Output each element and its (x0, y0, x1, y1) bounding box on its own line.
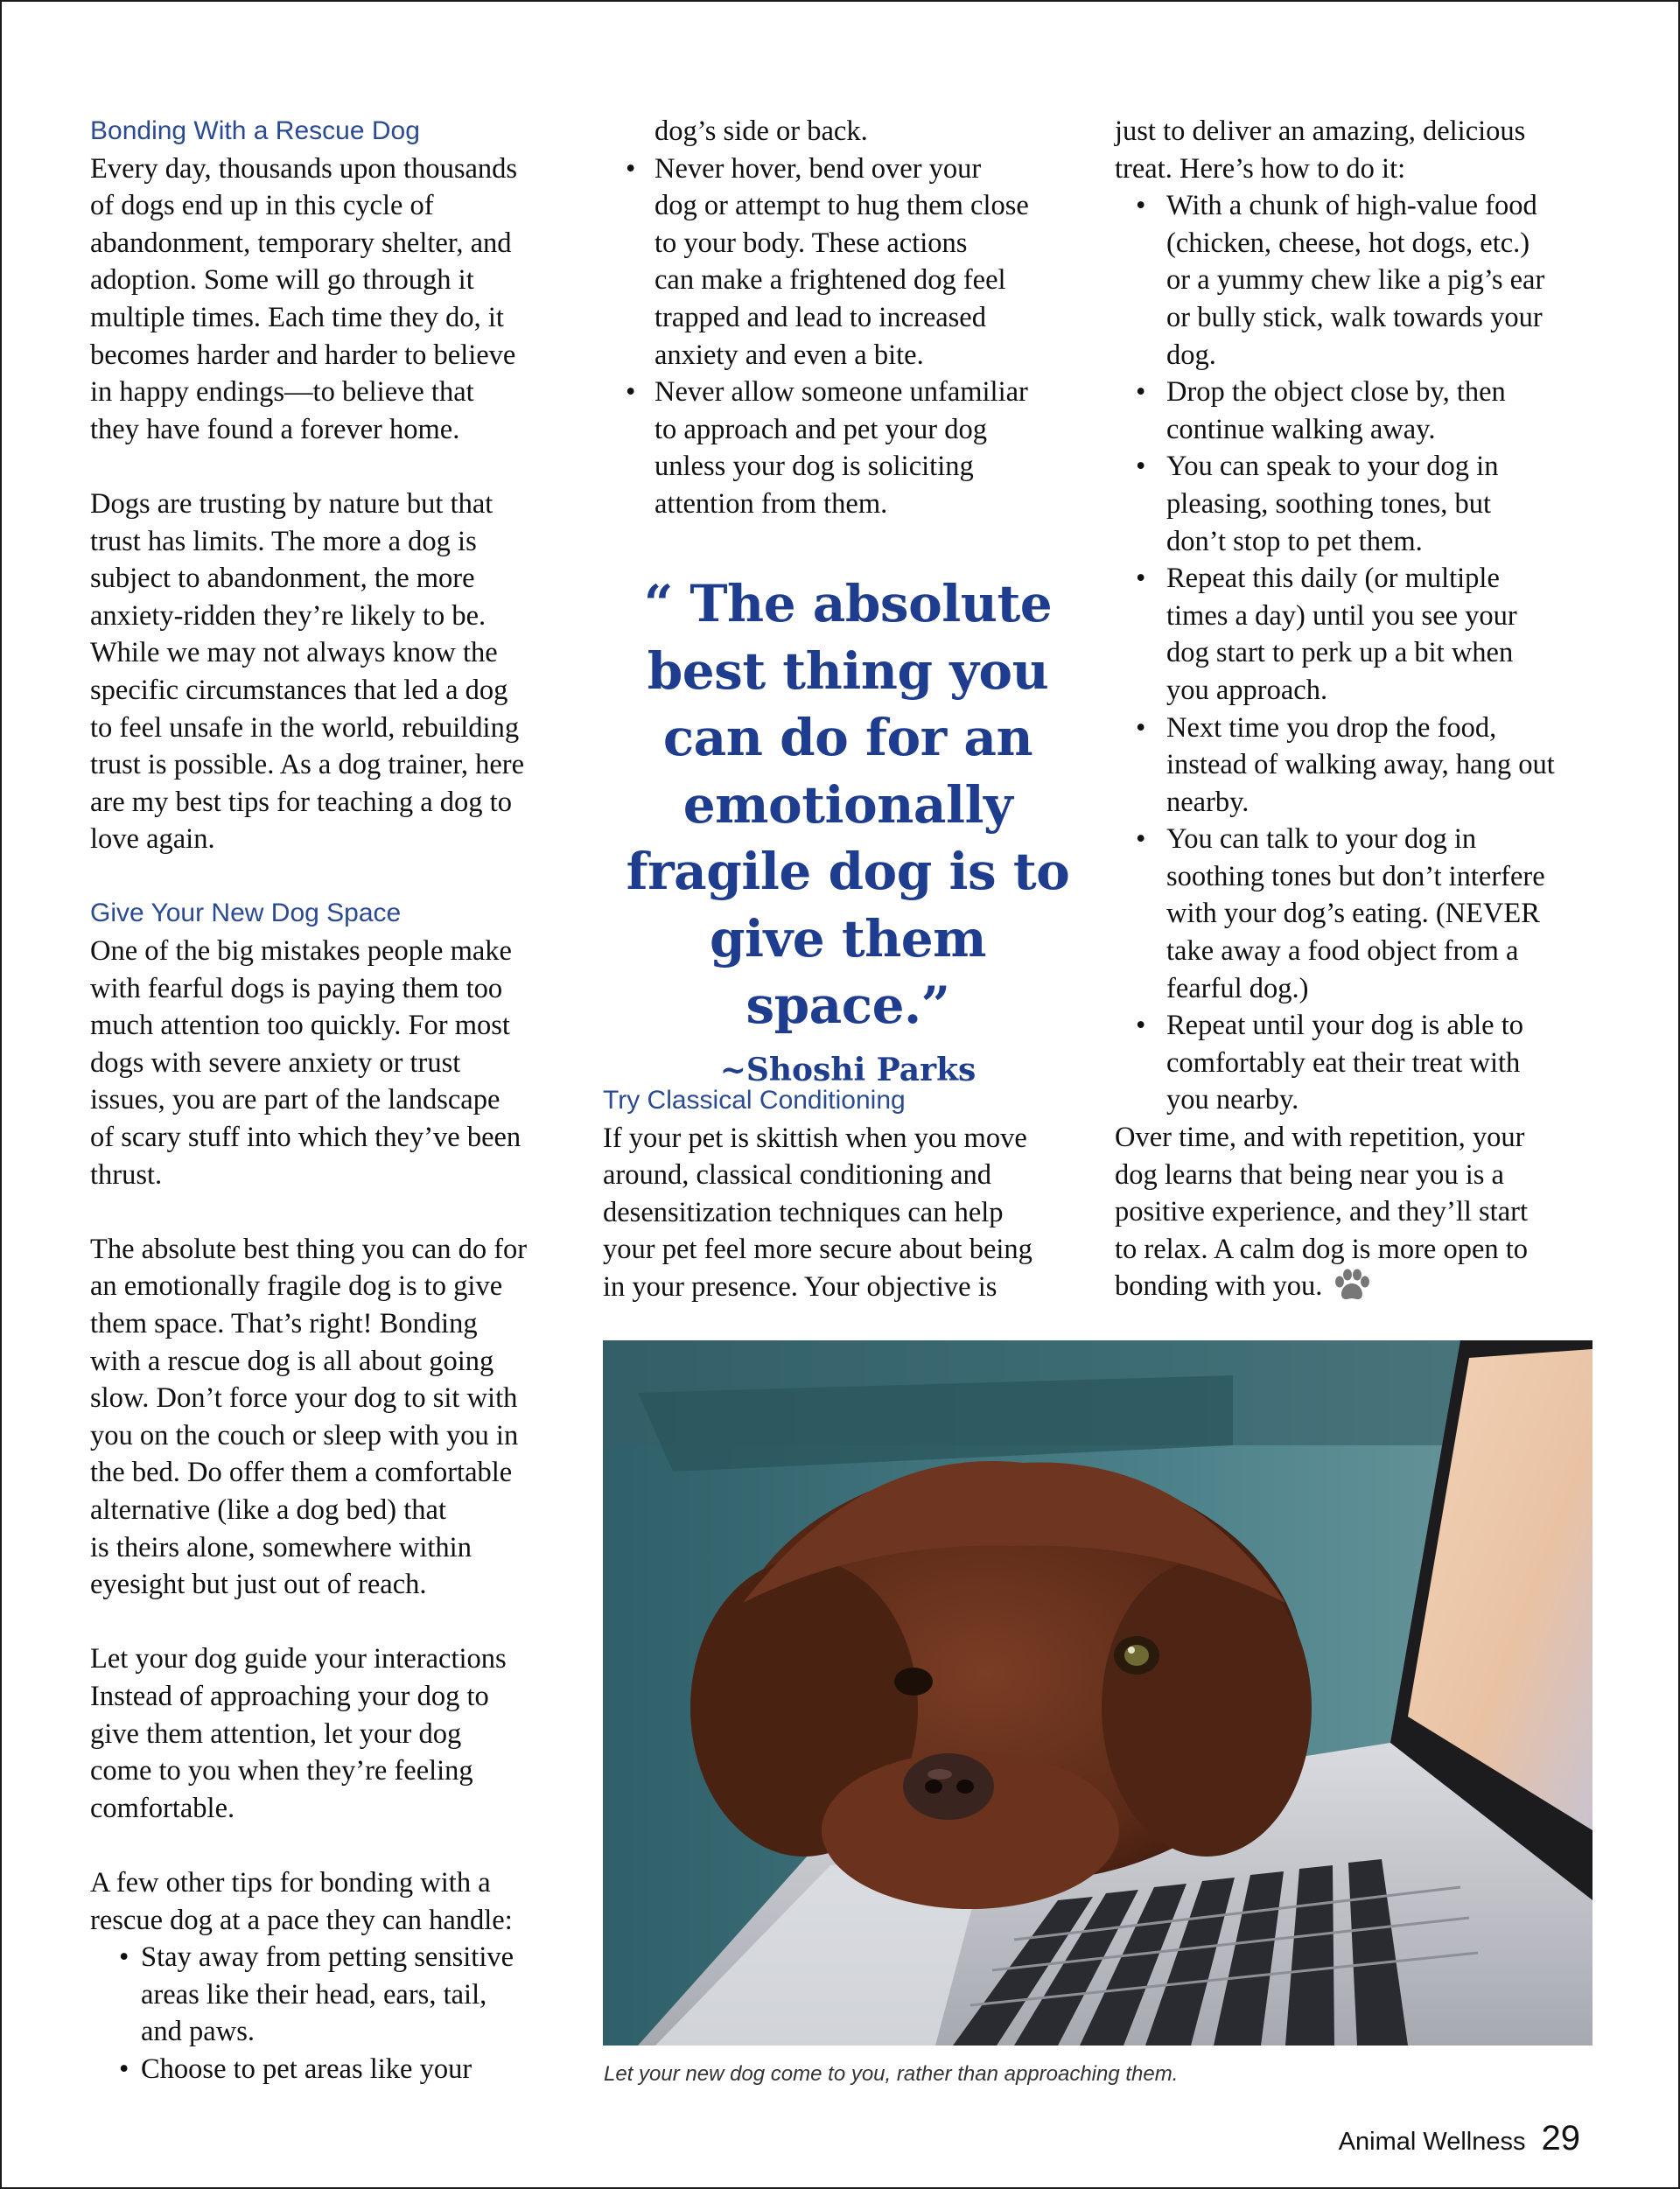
list-item: • Drop the object close by, then continue walking away. (1115, 374, 1605, 448)
body-paragraph: Dogs are trusting by nature but that trust has limits. The more a dog is subject to abandonment, the more anxiety-ridden they’re likely to be. While we may not always know the specific circumstances that led a dog to feel unsafe in the world, rebuilding trust is possible. As a dog trainer, here are my best tips for teaching a dog to love again. (90, 487, 525, 856)
bullet-list (1115, 187, 1605, 1119)
column-1 (90, 113, 580, 2088)
pull-quote (603, 570, 1093, 1088)
body-paragraph: just to deliver an amazing, delicious treat. Here’s how to do it: (1115, 115, 1526, 185)
list-item: • Choose to pet areas like your (90, 2051, 580, 2088)
page-number: 29 (1541, 2119, 1580, 2158)
list-item: • Stay away from petting sensitive areas like their head, ears, tail, and paws. (90, 1939, 580, 2051)
column-2-lower (603, 1082, 1093, 1306)
list-item: • Repeat this daily (or multiple times a day) until you see your dog start to perk up a bit when you approach. (1115, 560, 1605, 709)
pull-quote-text: “ The absolute best thing you can do for an emotionally fragile dog is to give them space.” (626, 574, 1070, 1035)
body-paragraph: Over time, and with repetition, your dog learns that being near you is a positive experience, and they’ll start to relax. A calm dog is more open to bonding with you. (1115, 1122, 1529, 1303)
body-paragraph: Every day, thousands upon thousands of dogs end up in this cycle of abandonment, temporary shelter, and adoption. Some will go through it multiple times. Each time they do, it becomes harder and harder to believe in happy endings—to believe that they have found a forever home. (90, 152, 518, 445)
body-paragraph: Let your dog guide your interactions Instead of approaching your dog to give them attention, let your dog come to you when they’re feeling comfortable. (90, 1643, 507, 1824)
column-3 (1115, 113, 1605, 1305)
dog-photo (603, 1340, 1592, 2046)
section-heading: Give Your New Dog Space (90, 899, 402, 928)
list-item: • Never allow someone unfamiliar to approach and pet your dog unless your dog is soliciting attention from them. (603, 374, 1093, 522)
dog-on-laptop-image (603, 1340, 1592, 2046)
bullet-list (90, 1939, 580, 2088)
list-item: • Never hover, bend over your dog or attempt to hug them close to your body. These actions can make a frightened dog feel trapped and lead to increased anxiety and even a bite. (603, 150, 1093, 374)
list-item: • Next time you drop the food, instead of walking away, hang out nearby. (1115, 710, 1605, 822)
pull-quote-attribution: ~Shoshi Parks (719, 1051, 976, 1088)
column-2 (603, 113, 1093, 523)
page-footer (1339, 2119, 1580, 2158)
list-item-continuation: dog’s side or back. (654, 115, 868, 147)
bullet-list (603, 150, 1093, 523)
body-paragraph: A few other tips for bonding with a rescue dog at a pace they can handle: (90, 1866, 513, 1936)
list-item: • With a chunk of high-value food (chicken, cheese, hot dogs, etc.) or a yummy chew like a pig’s ear or bully stick, walk towards your dog. (1115, 187, 1605, 374)
list-item: • You can talk to your dog in soothing tones but don’t interfere with your dog’s eating. (NEVER take away a food object from a fearful dog.) (1115, 821, 1605, 1007)
paw-icon (1333, 1269, 1371, 1302)
list-item: • Repeat until your dog is able to comfortably eat their treat with you nearby. (1115, 1007, 1605, 1119)
body-paragraph: If your pet is skittish when you move around, classical conditioning and desensitization techniques can help your pet feel more secure about being in your presence. Your objective is (603, 1122, 1032, 1303)
magazine-name: Animal Wellness (1338, 2128, 1526, 2156)
photo-caption: Let your new dog come to you, rather than approaching them. (604, 2062, 1179, 2086)
list-item: • You can speak to your dog in pleasing, soothing tones, but don’t stop to pet them. (1115, 448, 1605, 560)
section-heading: Bonding With a Rescue Dog (90, 116, 420, 145)
body-paragraph: One of the big mistakes people make with fearful dogs is paying them too much attention too quickly. For most dogs with severe anxiety or trust issues, you are part of the landscape of scary stuff into which they’ve been thrust. (90, 935, 522, 1191)
section-heading: Try Classical Conditioning (603, 1086, 906, 1115)
body-paragraph: The absolute best thing you can do for an emotionally fragile dog is to give them space. That’s right! Bonding with a rescue dog is all about going slow. Don’t force your dog to sit with you on the couch or sleep with you in the bed. Do offer them a comfortable alternative (like a dog bed) that is theirs alone, somewhere within eyesight but just out of reach. (90, 1233, 528, 1601)
